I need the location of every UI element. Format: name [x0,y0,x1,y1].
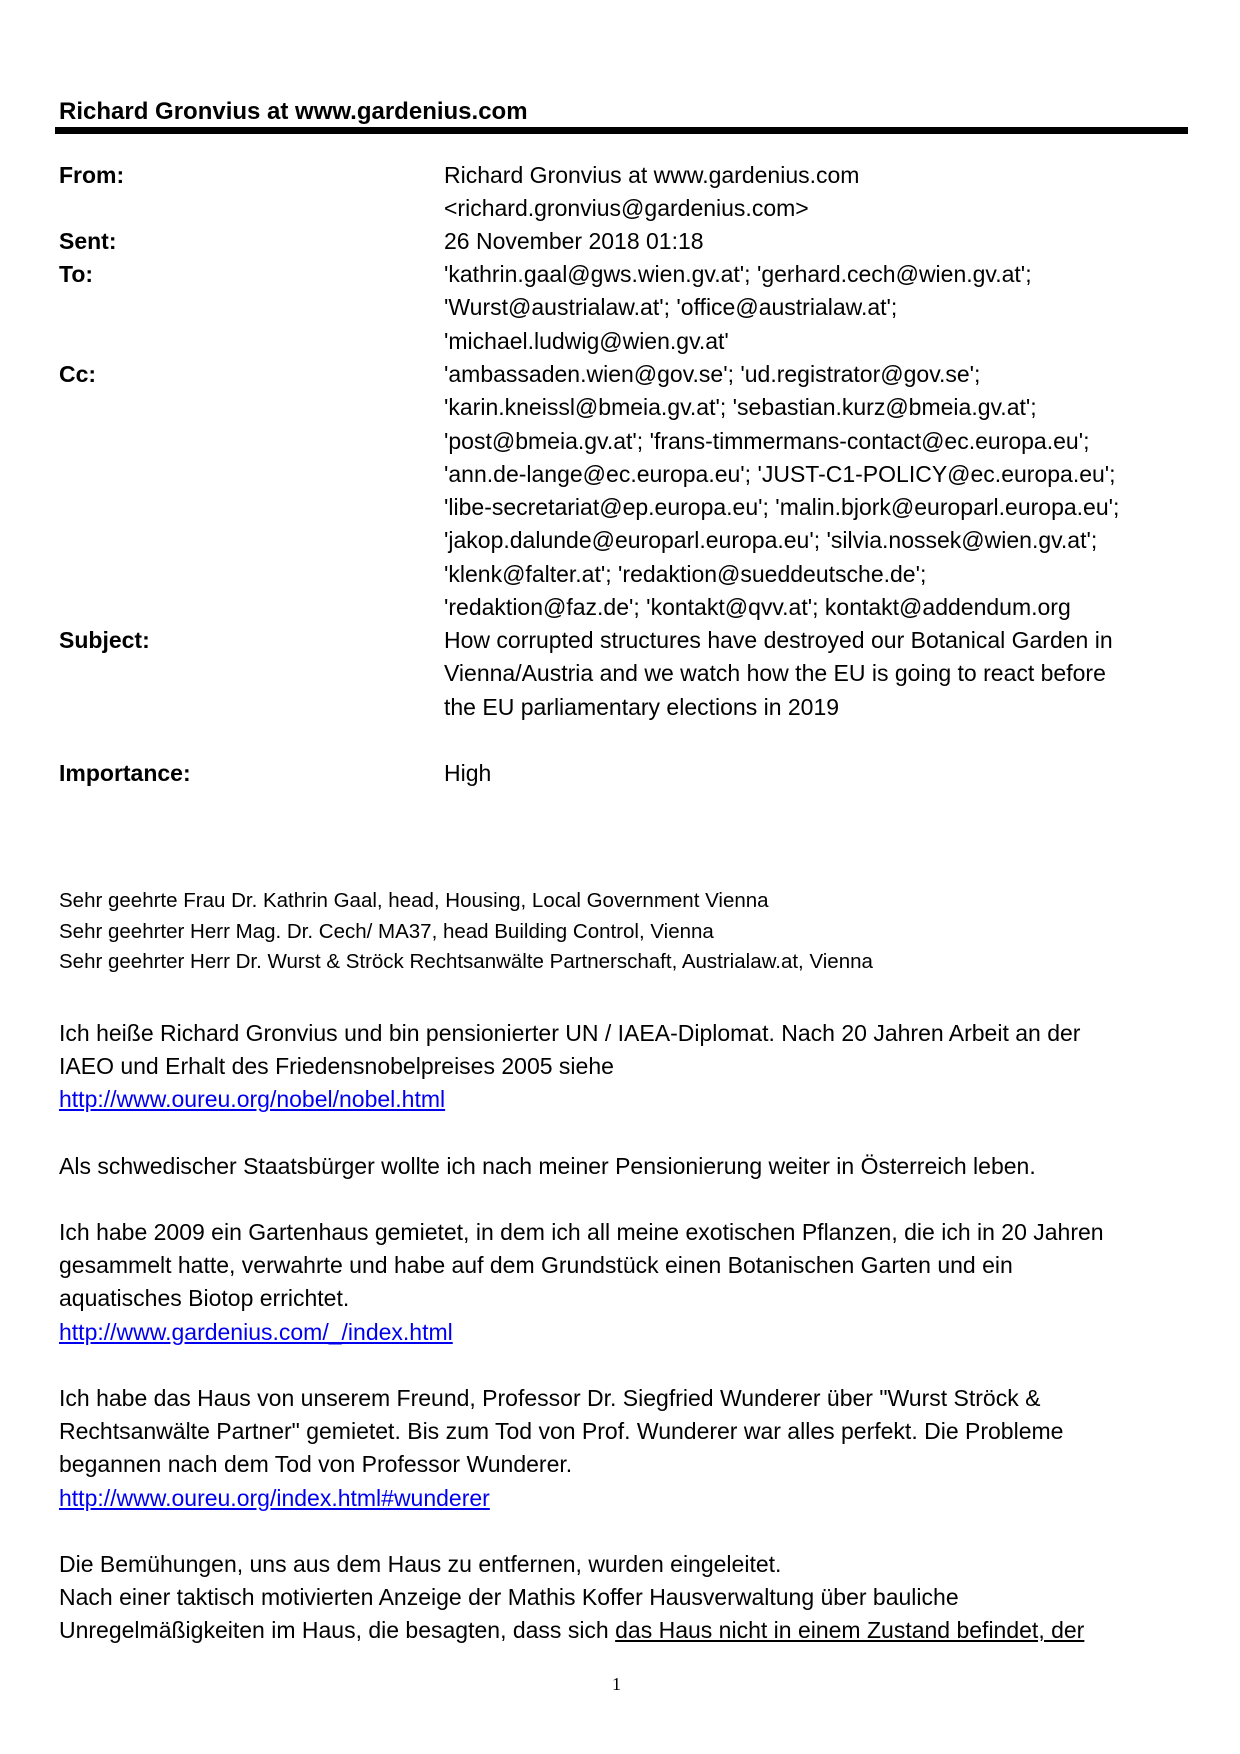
to-label: To: [59,261,94,287]
from-address: <richard.gronvius@gardenius.com> [444,195,809,222]
body-line: Nach einer taktisch motivierten Anzeige der Mathis Koffer Hausverwaltung über bauliche [59,1584,959,1611]
body-line-text: Unregelmäßigkeiten im Haus, die besagten, dass sich [59,1617,616,1644]
body-line: IAEO und Erhalt des Friedensnobelpreises 2005 siehe [59,1053,614,1080]
nobel-link[interactable]: http://www.oureu.org/nobel/nobel.html [59,1086,446,1113]
cc-label: Cc: [59,361,97,387]
cc-line: 'klenk@falter.at'; 'redaktion@sueddeutsche.de'; [444,560,927,587]
cc-line: 'libe-secretariat@ep.europa.eu'; 'malin.bjork@europarl.europa.eu'; [444,494,1120,521]
cc-line: 'ambassaden.wien@gov.se'; 'ud.registrator@gov.se'; [444,361,981,387]
subject-line: How corrupted structures have destroyed our Botanical Garden in [444,627,1113,653]
body-line: aquatisches Biotop errichtet. [59,1285,350,1312]
from-name: Richard Gronvius at www.gardenius.com [444,162,860,188]
body-line: Rechtsanwälte Partner" gemietet. Bis zum Tod von Prof. Wunderer war alles perfekt. Die Probleme [59,1418,1064,1445]
from-value [444,159,1184,226]
salutation-line: Sehr geehrter Herr Mag. Dr. Cech/ MA37, head Building Control, Vienna [59,919,714,943]
underlined-phrase: das Haus nicht in einem Zustand befindet, der [615,1617,1085,1644]
wunderer-link[interactable]: http://www.oureu.org/index.html#wunderer [59,1484,490,1511]
recipient-line: 'kathrin.gaal@gws.wien.gv.at'; 'gerhard.cech@wien.gv.at'; [444,261,1032,287]
cc-line: 'redaktion@faz.de'; 'kontakt@qvv.at'; kontakt@addendum.org [444,594,1071,621]
body-line [59,1614,1084,1647]
body-line: begannen nach dem Tod von Professor Wunderer. [59,1451,573,1478]
subject-value [444,624,1184,724]
from-label: From: [59,162,125,188]
salutation-line: Sehr geehrter Herr Dr. Wurst & Ströck Rechtsanwälte Partnerschaft, Austrialaw.at, Vienna [59,950,873,973]
recipient-line: 'Wurst@austrialaw.at'; 'office@austrialaw.at'; [444,294,898,321]
importance-value [444,757,1184,790]
cc-line: 'karin.kneissl@bmeia.gv.at'; 'sebastian.kurz@bmeia.gv.at'; [444,394,1037,421]
importance-label: Importance: [59,760,191,786]
subject-line: the EU parliamentary elections in 2019 [444,693,840,720]
body-paragraph-citizen [59,1150,1036,1183]
email-title: Richard Gronvius at www.gardenius.com [59,98,528,125]
body-line: gesammelt hatte, verwahrte und habe auf dem Grundstück einen Botanischen Garten und ein [59,1252,1013,1279]
subject-label: Subject: [59,627,150,653]
page-number: 1 [612,1674,621,1694]
body-line: Die Bemühungen, uns aus dem Haus zu entfernen, wurden eingeleitet. [59,1551,782,1577]
cc-recipients [444,358,1184,624]
cc-line: 'post@bmeia.gv.at'; 'frans-timmermans-contact@ec.europa.eu'; [444,427,1090,454]
sent-label: Sent: [59,228,117,254]
body-paragraph-intro [59,1017,1080,1117]
body-line: Als schwedischer Staatsbürger wollte ich nach meiner Pensionierung weiter in Österreich leben. [59,1153,1036,1179]
salutation-block [59,886,873,978]
body-line: Ich heiße Richard Gronvius und bin pensionierter UN / IAEA-Diplomat. Nach 20 Jahren Arbeit an der [59,1020,1081,1046]
gardenius-link[interactable]: http://www.gardenius.com/_/index.html [59,1318,453,1345]
importance-level: High [444,760,492,786]
body-paragraph-garden [59,1216,1104,1349]
salutation-line: Sehr geehrte Frau Dr. Kathrin Gaal, head, Housing, Local Government Vienna [59,889,769,912]
body-line: Ich habe 2009 ein Gartenhaus gemietet, in dem ich all meine exotischen Pflanzen, die ich in 20 Jahren [59,1219,1104,1245]
to-recipients [444,258,1184,358]
title-divider [55,127,1188,134]
cc-line: 'jakop.dalunde@europarl.europa.eu'; 'silvia.nossek@wien.gv.at'; [444,527,1098,554]
sent-value [444,225,1184,258]
cc-line: 'ann.de-lange@ec.europa.eu'; 'JUST-C1-POLICY@ec.europa.eu'; [444,460,1116,487]
body-line: Ich habe das Haus von unserem Freund, Professor Dr. Siegfried Wunderer über "Wurst Ströck & [59,1385,1041,1411]
body-paragraph-house [59,1382,1063,1515]
body-paragraph-efforts [59,1548,1084,1648]
sent-date: 26 November 2018 01:18 [444,228,704,254]
recipient-line: 'michael.ludwig@wien.gv.at' [444,327,729,354]
subject-line: Vienna/Austria and we watch how the EU is going to react before [444,660,1106,687]
